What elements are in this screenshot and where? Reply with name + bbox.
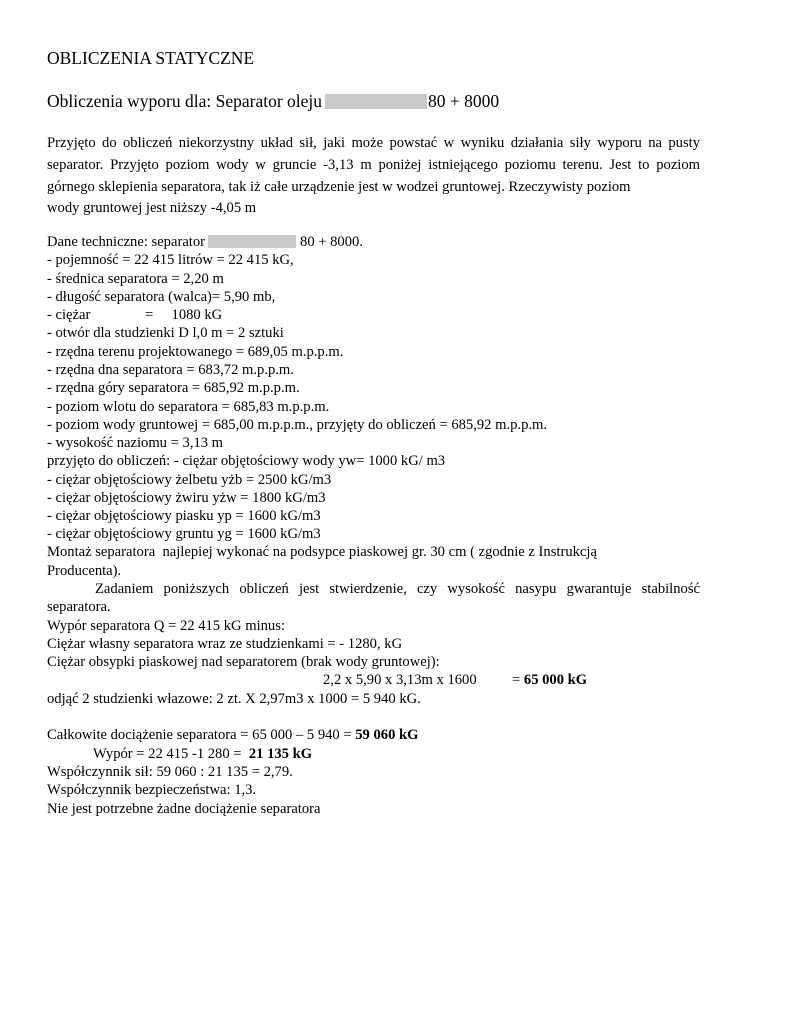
calc-wniosek: Nie jest potrzebne żadne dociążenie separatora bbox=[47, 801, 321, 817]
intro-line: separator. Przyjęto poziom wody w gruncie -3,13 m poniżej istniejącego poziomu terenu. Jest to poziom bbox=[47, 157, 700, 173]
zadanie-line: Zadaniem poniższych obliczeń jest stwierdzenie, czy wysokość nasypu gwarantuje stabilność bbox=[95, 581, 700, 597]
calc-wypor: Wypór separatora Q = 22 415 kG minus: bbox=[47, 618, 285, 634]
param-line: - poziom wody gruntowej = 685,00 m.p.p.m., przyjęty do obliczeń = 685,92 m.p.p.m. bbox=[47, 417, 548, 433]
formula-result-value: 65 000 kG bbox=[523, 672, 588, 688]
wypor2-text: Wypór = 22 415 -1 280 = bbox=[93, 746, 249, 762]
calc-wspolczynnik-sil: Współczynnik sił: 59 060 : 21 135 = 2,79. bbox=[47, 764, 293, 780]
calc-odjac: odjąć 2 studzienki włazowe: 2 zt. X 2,97m3 x 1000 = 5 940 kG. bbox=[47, 691, 421, 707]
intro-line: wody gruntowej jest niższy -4,05 m bbox=[47, 200, 257, 216]
calc-wypor2 bbox=[93, 745, 312, 763]
param-line: - rzędna góry separatora = 685,92 m.p.p.m. bbox=[47, 380, 300, 396]
calkowite-result: 59 060 kG bbox=[355, 727, 419, 743]
formula-eq: = bbox=[512, 672, 524, 688]
intro-line: Przyjęto do obliczeń niekorzystny układ sił, jaki może powstać w wyniku działania siły wyporu na pusty bbox=[47, 135, 700, 151]
param-line: - średnica separatora = 2,20 m bbox=[47, 271, 224, 287]
redaction-box bbox=[208, 235, 296, 248]
section-heading bbox=[47, 91, 499, 112]
wypor2-result: 21 135 kG bbox=[248, 746, 313, 762]
param-line: - ciężar objętościowy żelbetu yżb = 2500 kG/m3 bbox=[47, 472, 332, 488]
montaz-line: Montaż separatora najlepiej wykonać na podsypce piaskowej gr. 30 cm ( zgodnie z Instrukcją bbox=[47, 544, 597, 560]
dane-line bbox=[47, 233, 363, 251]
param-line: - otwór dla studzienki D l,0 m = 2 sztuki bbox=[47, 325, 284, 341]
page-title: OBLICZENIA STATYCZNE bbox=[47, 48, 255, 68]
param-line: - rzędna terenu projektowanego = 689,05 m.p.p.m. bbox=[47, 344, 344, 360]
calc-formula-result bbox=[512, 671, 587, 689]
heading-suffix: 80 + 8000 bbox=[428, 91, 500, 111]
calc-wspolczynnik-bezp: Współczynnik bezpieczeństwa: 1,3. bbox=[47, 782, 257, 798]
dane-suffix: 80 + 8000. bbox=[300, 234, 363, 250]
param-line: - ciężar objętościowy gruntu yg = 1600 kG/m3 bbox=[47, 526, 321, 542]
param-line: - ciężar objętościowy piasku yp = 1600 kG/m3 bbox=[47, 508, 321, 524]
heading-prefix: Obliczenia wyporu dla: Separator oleju bbox=[47, 91, 323, 111]
calc-calkowite bbox=[47, 726, 419, 744]
calc-obsypka: Ciężar obsypki piaskowej nad separatorem (brak wody gruntowej): bbox=[47, 654, 440, 670]
param-line: - ciężar objętościowy żwiru yżw = 1800 kG/m3 bbox=[47, 490, 326, 506]
param-line: - poziom wlotu do separatora = 685,83 m.p.p.m. bbox=[47, 399, 330, 415]
param-line: - ciężar = 1080 kG bbox=[47, 307, 223, 323]
dane-prefix: Dane techniczne: separator bbox=[47, 234, 206, 250]
redaction-box bbox=[325, 94, 427, 109]
zadanie-line: separatora. bbox=[47, 599, 111, 615]
param-line: - długość separatora (walca)= 5,90 mb, bbox=[47, 289, 276, 305]
calc-ciezar-wlasny: Ciężar własny separatora wraz ze studzienkami = - 1280, kG bbox=[47, 636, 403, 652]
calc-formula: 2,2 x 5,90 x 3,13m x 1600 bbox=[323, 672, 477, 688]
param-line: - rzędna dna separatora = 683,72 m.p.p.m. bbox=[47, 362, 294, 378]
intro-line: górnego sklepienia separatora, tak iż całe urządzenie jest w wodzei gruntowej. Rzeczywisty poziom bbox=[47, 179, 631, 195]
param-line: przyjęto do obliczeń: - ciężar objętościowy wody yw= 1000 kG/ m3 bbox=[47, 453, 446, 469]
param-line: - pojemność = 22 415 litrów = 22 415 kG, bbox=[47, 252, 294, 268]
montaz-line: Producenta). bbox=[47, 563, 122, 579]
param-line: - wysokość naziomu = 3,13 m bbox=[47, 435, 224, 451]
calkowite-text: Całkowite dociążenie separatora = 65 000 – 5 940 = bbox=[47, 727, 356, 743]
